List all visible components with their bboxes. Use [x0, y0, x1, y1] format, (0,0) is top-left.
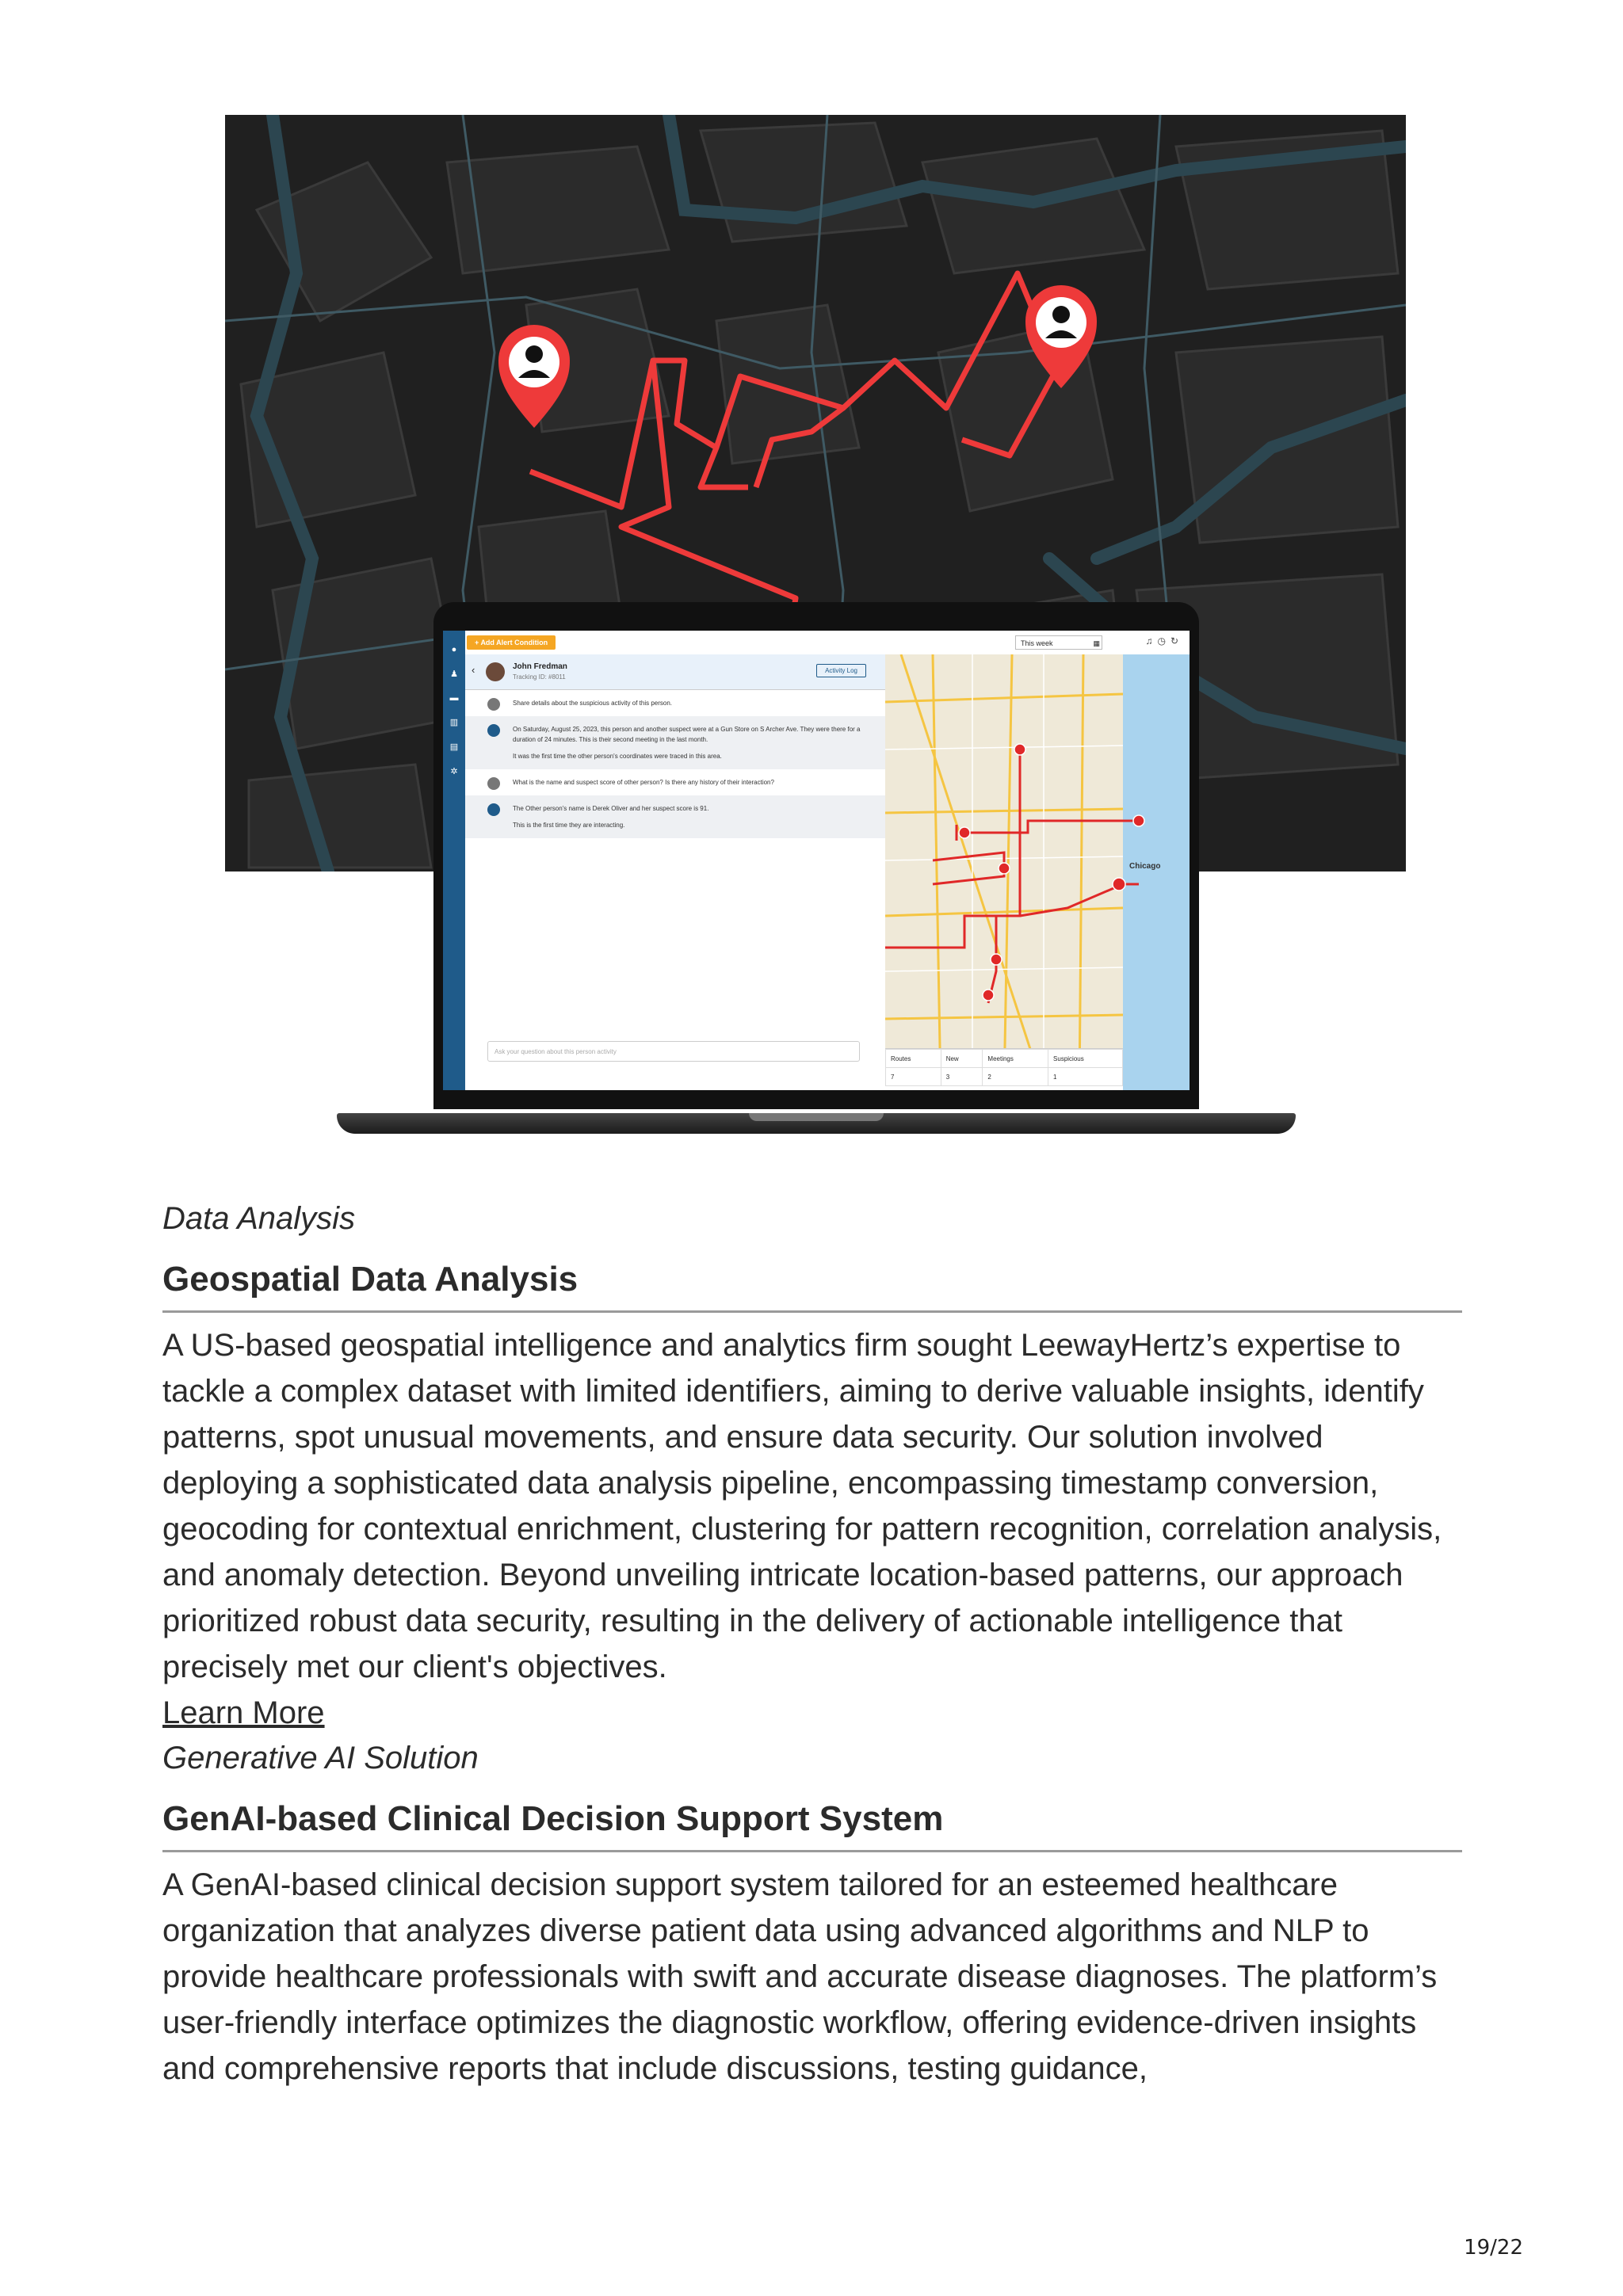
add-alert-label: Add Alert Condition — [480, 639, 548, 646]
message-text: What is the name and suspect score of other person? Is there any history of their interaction? — [513, 779, 774, 786]
stats-value: 1 — [1048, 1068, 1123, 1086]
activity-log-button[interactable]: Activity Log — [816, 664, 866, 677]
map-city-label: Chicago — [1129, 862, 1161, 871]
stats-header: Routes — [886, 1050, 941, 1068]
laptop-screen-frame — [433, 602, 1199, 1109]
chat-message — [465, 690, 885, 716]
laptop-mockup — [337, 602, 1296, 1157]
article-content — [162, 1196, 1462, 2092]
message-text: It was the first time the other person's coordinates were traced in this area. — [513, 753, 722, 760]
clock-icon[interactable]: ◷ — [1157, 635, 1170, 646]
refresh-icon[interactable]: ↻ — [1170, 635, 1183, 646]
stats-value: 3 — [941, 1068, 983, 1086]
chat-message — [465, 716, 885, 769]
category-label: Data Analysis — [162, 1201, 356, 1236]
users-icon[interactable]: ♟ — [450, 669, 458, 679]
building-icon[interactable]: ▥ — [449, 718, 459, 727]
topbar-icons — [1145, 635, 1183, 646]
laptop-notch — [749, 1113, 884, 1121]
app-topbar — [443, 631, 1190, 655]
message-text: Share details about the suspicious activity of this person. — [513, 700, 672, 707]
section-title: GenAI-based Clinical Decision Support System — [162, 1799, 1462, 1852]
page-number: 19/22 — [1464, 2236, 1523, 2260]
logo-icon[interactable]: ● — [451, 645, 457, 654]
app-screen — [443, 631, 1190, 1090]
message-text: This is the first time they are interacting. — [513, 822, 625, 829]
question-input[interactable]: Ask your question about this person activity — [487, 1041, 860, 1062]
back-icon[interactable]: ‹ — [472, 664, 475, 676]
calendar-icon: ▦ — [1093, 639, 1100, 647]
stats-header: Meetings — [983, 1050, 1048, 1068]
stats-table — [885, 1048, 1123, 1090]
chat-panel — [465, 654, 886, 1090]
settings-icon[interactable]: ✲ — [450, 767, 458, 776]
chart-icon[interactable]: ▤ — [449, 742, 459, 752]
user-icon — [487, 698, 500, 711]
tracking-id: Tracking ID: #8011 — [513, 673, 566, 681]
message-text: On Saturday, August 25, 2023, this person and another suspect were at a Gun Store on S Archer Ave. They were there for a duration of 24 minutes. This is their second meeting in the last month. — [513, 726, 861, 743]
stats-header: New — [941, 1050, 983, 1068]
section-title: Geospatial Data Analysis — [162, 1260, 1462, 1313]
section-body: A GenAI-based clinical decision support system tailored for an esteemed healthcare organization that analyzes diverse patient data using advanced algorithms and NLP to provide healthcare professionals with swift and accurate disease diagnoses. The platform’s user-friendly interface optimizes the diagnostic workflow, offering evidence-driven insights and comprehensive reports that include discussions, testing guidance, — [162, 1867, 1438, 2086]
learn-more-link[interactable]: Learn More — [162, 1695, 325, 1730]
chat-message — [465, 795, 885, 838]
section-body: A US-based geospatial intelligence and analytics firm sought LeewayHertz’s expertise to tackle a complex dataset with limited identifiers, aiming to derive valuable insights, identify patterns, spot unusual movements, and ensure data security. Our solution involved deploying a sophisticated data analysis pipeline, encompassing timestamp conversion, geocoding for contextual enrichment, clustering for pattern recognition, correlation analysis, and anomaly detection. Beyond unveiling intricate location-based patterns, our approach prioritized robust data security, resulting in the delivery of actionable intelligence that precisely met our client's objectives. — [162, 1328, 1442, 1684]
category-label: Generative AI Solution — [162, 1741, 479, 1775]
car-icon[interactable]: ▬ — [449, 693, 459, 703]
bot-icon — [487, 803, 500, 816]
chat-header — [465, 654, 885, 690]
contact-name: John Fredman — [513, 662, 567, 671]
message-text: The Other person's name is Derek Oliver and her suspect score is 91. — [513, 805, 709, 812]
bell-icon[interactable]: ♫ — [1145, 635, 1158, 646]
add-alert-button[interactable] — [467, 635, 556, 650]
stats-header: Suspicious — [1048, 1050, 1123, 1068]
side-nav — [443, 631, 465, 1090]
stats-value: 2 — [983, 1068, 1048, 1086]
bot-icon — [487, 724, 500, 737]
chat-message — [465, 769, 885, 795]
stats-value: 7 — [886, 1068, 941, 1086]
route-map[interactable] — [885, 654, 1190, 1090]
plus-icon: + — [475, 639, 481, 646]
user-icon — [487, 777, 500, 790]
street-map — [885, 654, 1190, 1090]
avatar — [486, 662, 505, 681]
week-select[interactable] — [1015, 635, 1102, 650]
week-select-value: This week — [1021, 639, 1053, 647]
